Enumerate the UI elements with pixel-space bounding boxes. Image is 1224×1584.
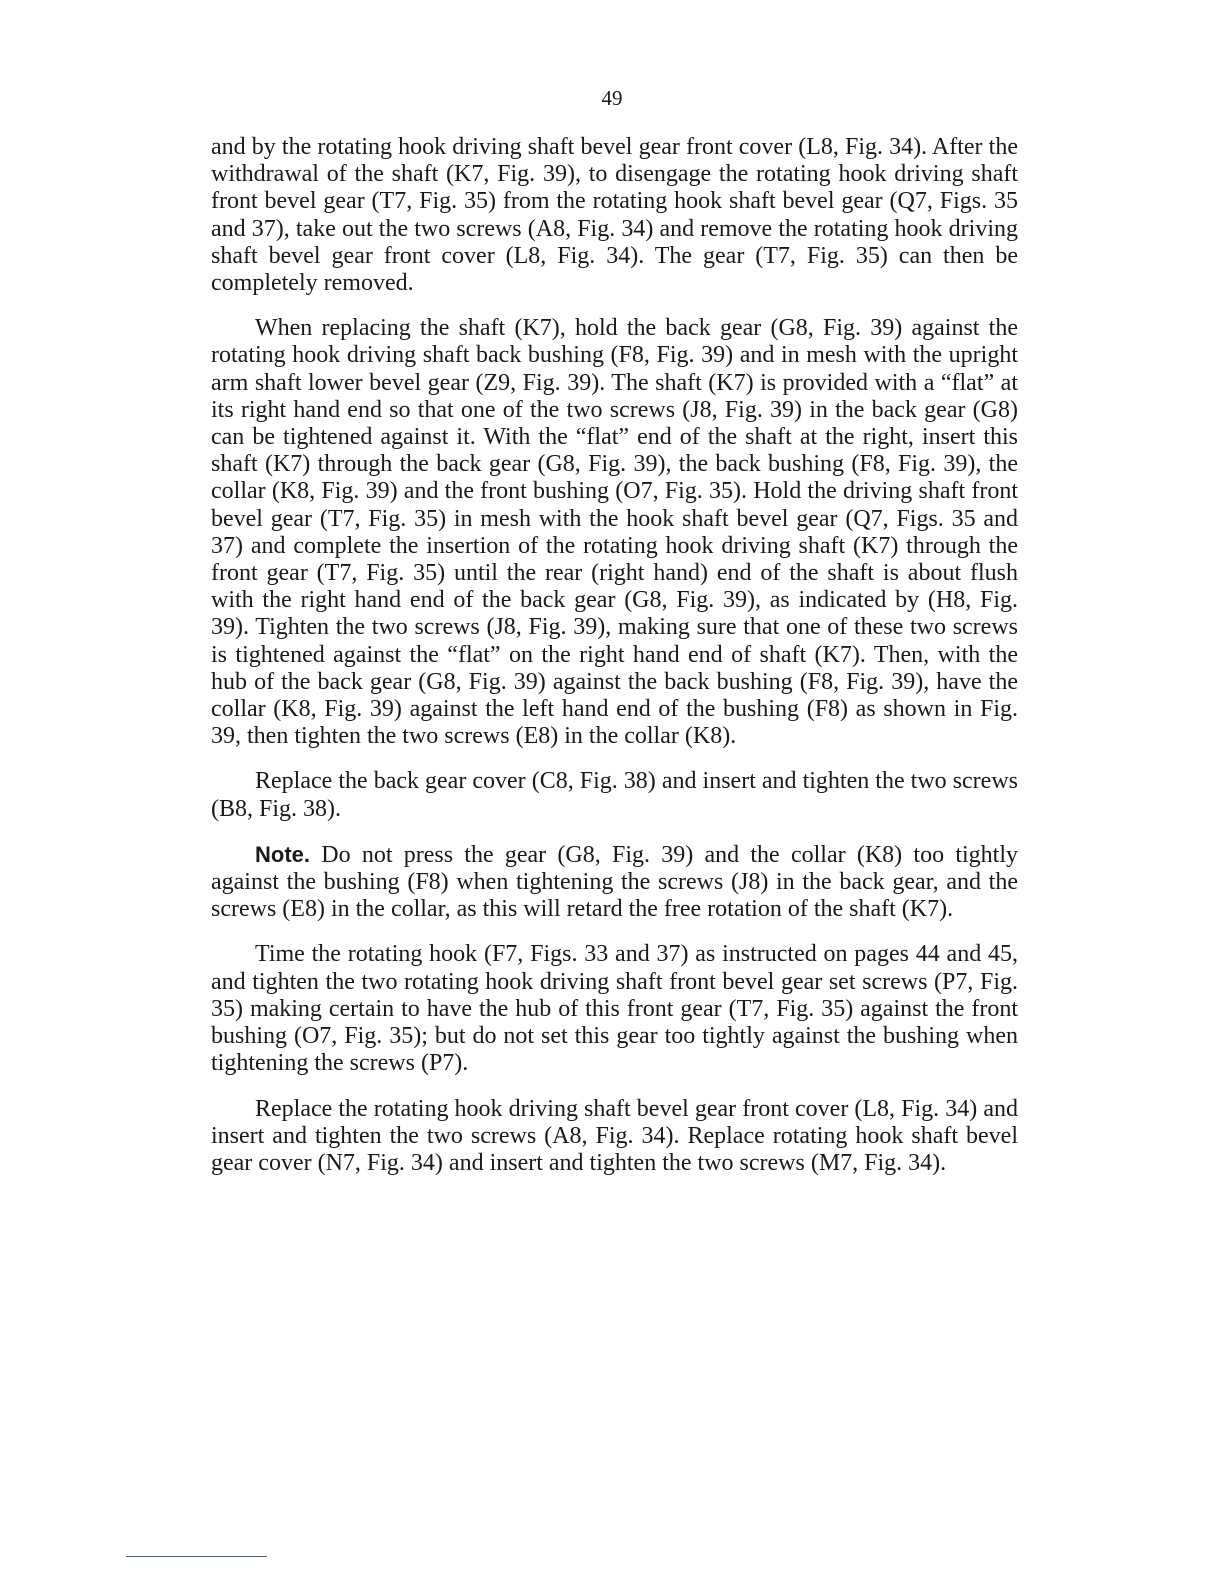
note-text: Do not press the gear (G8, Fig. 39) and the collar (K8) too tightly against the bushing (F8) when tightening the screws (J8) in the back gear, and the screws (E8) in the collar, as this will retard the free rotation of the shaft (K7). [211,841,1018,923]
paragraph-hook-timing: Time the rotating hook (F7, Figs. 33 and 37) as instructed on pages 44 and 45, and tighten the two rotating hook driving shaft front bevel gear set screws (P7, Fig. 35) making certain to have the hub of this front gear (T7, Fig. 35) against the front bushing (O7, Fig. 35); but do not set this gear too tightly against the bushing when tightening the screws (P7). [211,941,1018,1077]
page-number: 49 [601,86,623,110]
paragraph-back-gear-cover: Replace the back gear cover (C8, Fig. 38) and insert and tighten the two screws (B8, Fig. 38). [211,768,1018,822]
page-body [211,134,1018,1195]
paragraph-front-cover-replacement: Replace the rotating hook driving shaft bevel gear front cover (L8, Fig. 34) and insert and tighten the two screws (A8, Fig. 34). Replace rotating hook shaft bevel gear cover (N7, Fig. 34) and insert and tighten the two screws (M7, Fig. 34). [211,1095,1018,1176]
paragraph-shaft-withdrawal: and by the rotating hook driving shaft bevel gear front cover (L8, Fig. 34). After the withdrawal of the shaft (K7, Fig. 39), to disengage the rotating hook driving shaft front bevel gear (T7, Fig. 35) from the rotating hook shaft bevel gear (Q7, Figs. 35 and 37), take out the two screws (A8, Fig. 34) and remove the rotating hook driving shaft bevel gear front cover (L8, Fig. 34). The gear (T7, Fig. 35) can then be completely removed. [211,134,1018,297]
note-label: Note. [255,841,310,867]
paragraph-shaft-replacement: When replacing the shaft (K7), hold the back gear (G8, Fig. 39) against the rotating hook driving shaft back bushing (F8, Fig. 39) and in mesh with the upright arm shaft lower bevel gear (Z9, Fig. 39). The shaft (K7) is provided with a “flat” at its right hand end so that one of the two screws (J8, Fig. 39) in the back gear (G8) can be tightened against it. With the “flat” end of the shaft at the right, insert this shaft (K7) through the back gear (G8, Fig. 39), the back bushing (F8, Fig. 39), the collar (K8, Fig. 39) and the front bushing (O7, Fig. 35). Hold the driving shaft front bevel gear (T7, Fig. 35) in mesh with the hook shaft bevel gear (Q7, Figs. 35 and 37) and complete the insertion of the rotating hook driving shaft (K7) through the front gear (T7, Fig. 35) until the rear (right hand) end of the shaft is about flush with the right hand end of the back gear (G8, Fig. 39), as indicated by (H8, Fig. 39). Tighten the two screws (J8, Fig. 39), making sure that one of these two screws is tightened against the “flat” on the right hand end of shaft (K7). Then, with the hub of the back gear (G8, Fig. 39) against the back bushing (F8, Fig. 39), have the collar (K8, Fig. 39) against the left hand end of the bushing (F8) as shown in Fig. 39, then tighten the two screws (E8) in the collar (K8). [211,315,1018,750]
footnote-divider [126,1556,267,1557]
note-paragraph [211,841,1018,924]
